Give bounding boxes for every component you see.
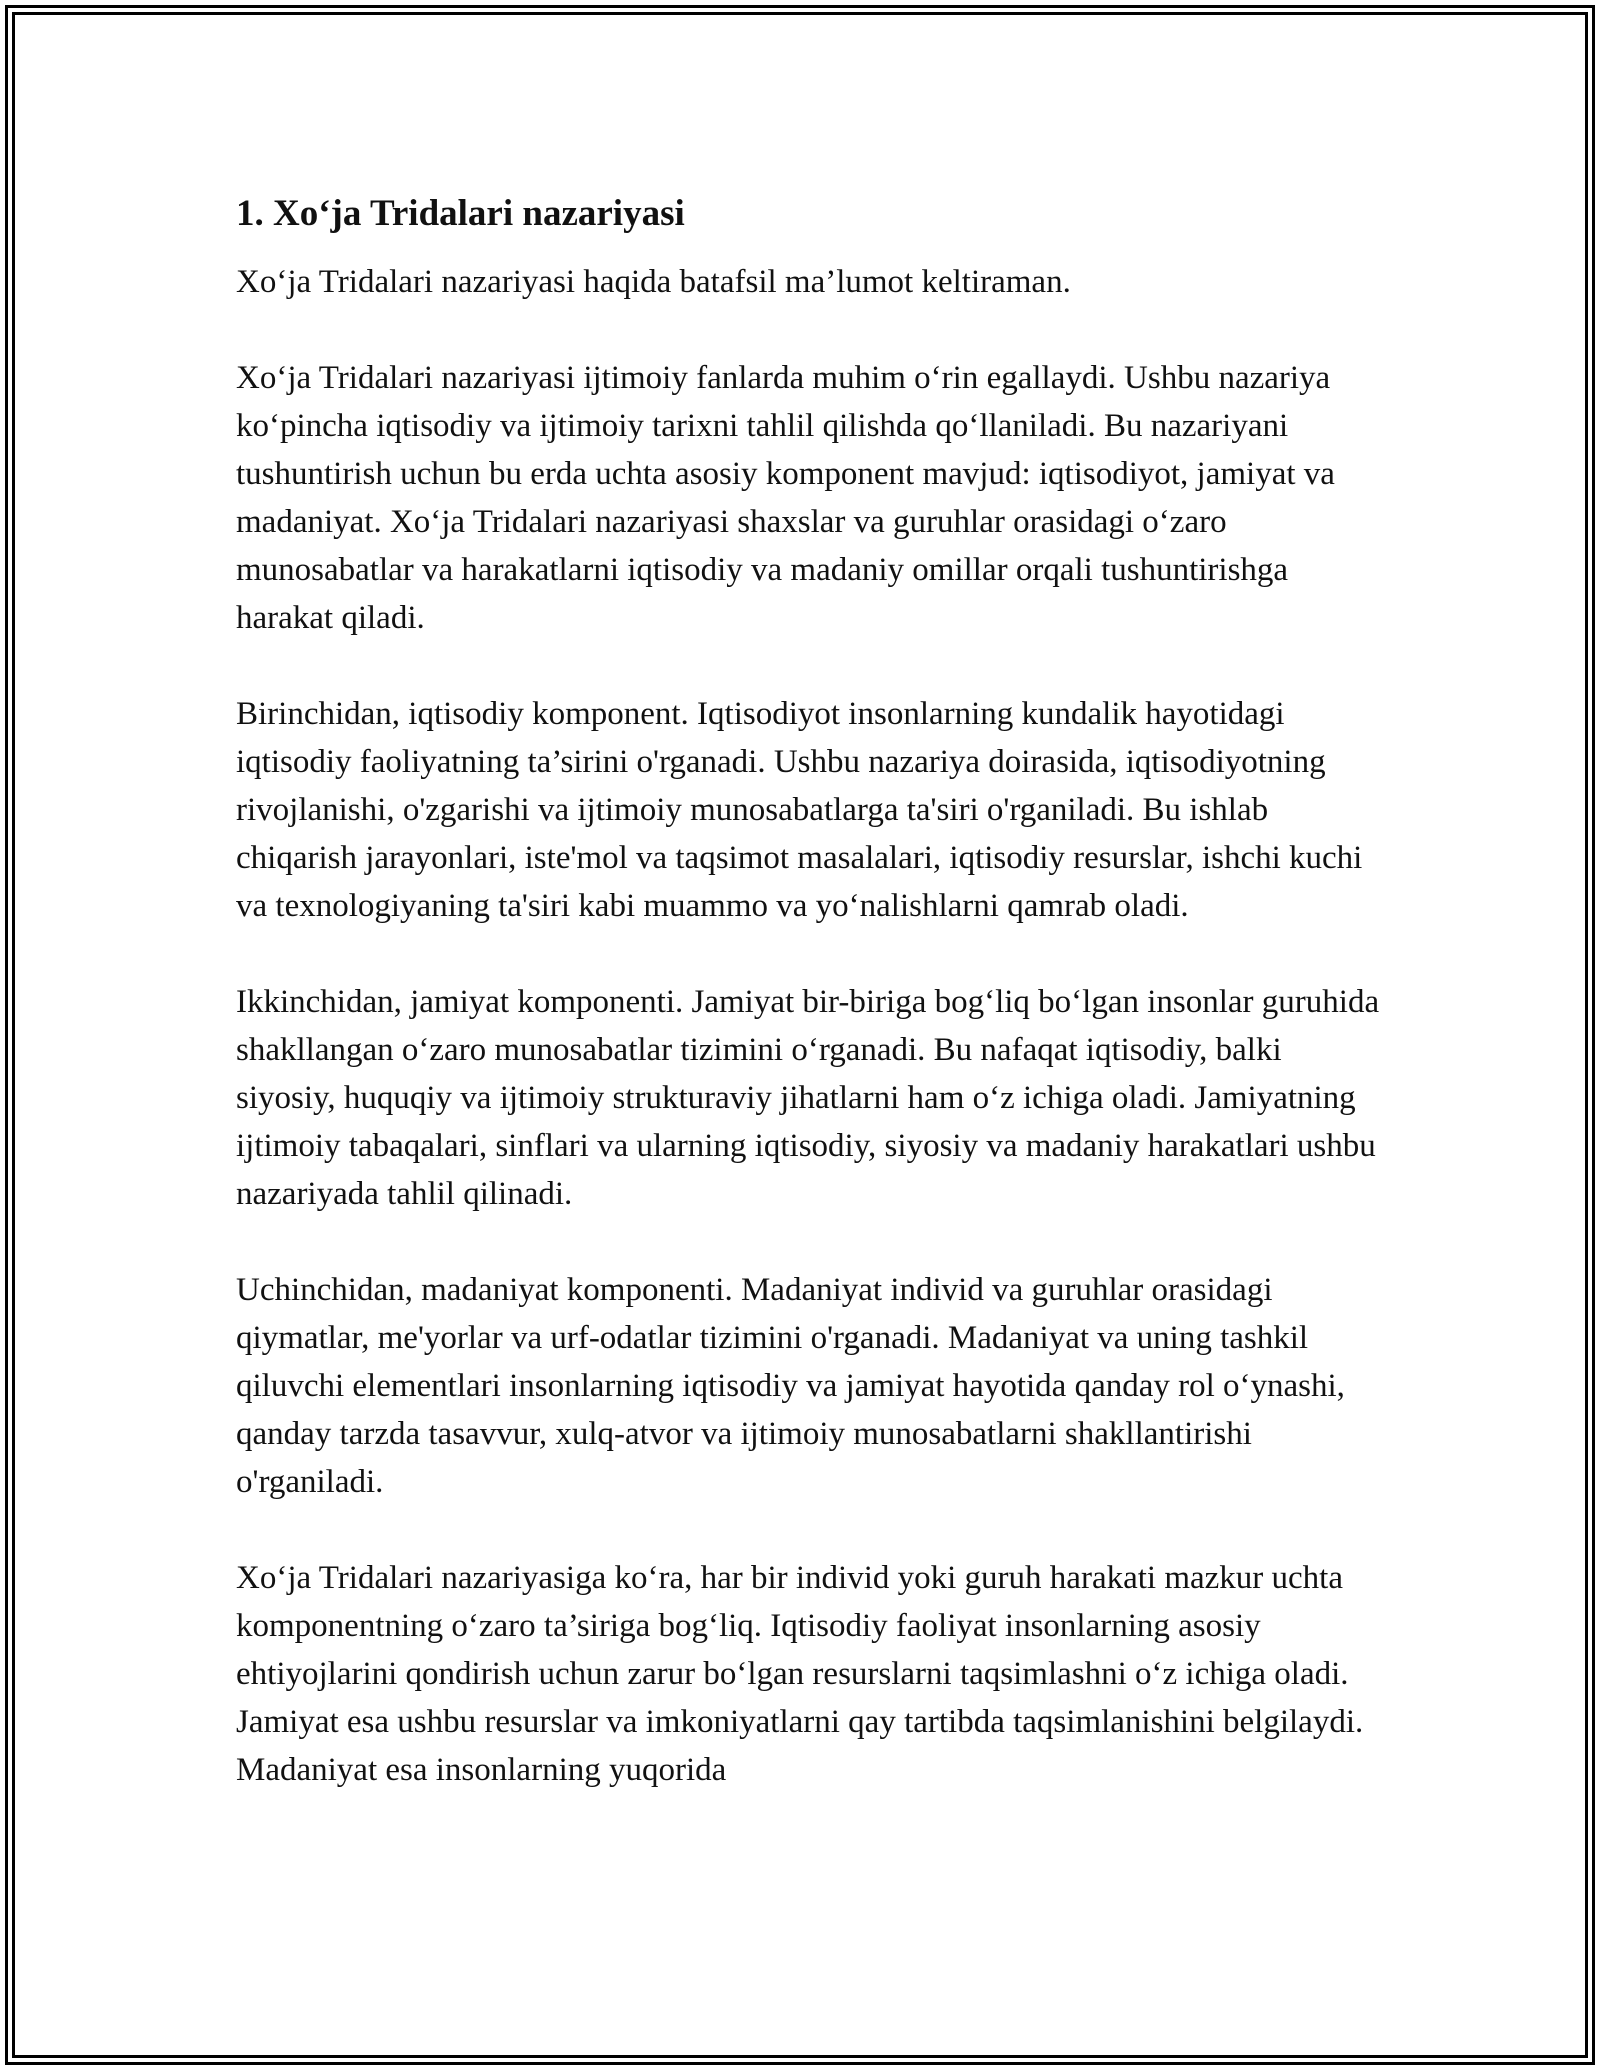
- document-body: [236, 188, 1386, 1842]
- society-component-paragraph: Ikkinchidan, jamiyat komponenti. Jamiyat bir-biriga bog‘liq bo‘lgan insonlar guruhida shakllangan o‘zaro munosabatlar tizimini o‘rganadi. Bu nafaqat iqtisodiy, balki siyosiy, huquqiy va ijtimoiy strukturaviy jihatlarni ham o‘z ichiga oladi. Jamiyatning ijtimoiy tabaqalari, sinflari va ularning iqtisodiy, siyosiy va madaniy harakatlari ushbu nazariyada tahlil qilinadi.: [236, 984, 1380, 1212]
- conclusion-paragraph: Xo‘ja Tridalari nazariyasiga ko‘ra, har bir individ yoki guruh harakati mazkur uchta komponentning o‘zaro ta’siriga bog‘liq. Iqtisodiy faoliyat insonlarning asosiy ehtiyojlarini qondirish uchun zarur bo‘lgan resurslarni taqsimlashni o‘z ichiga oladi. Jamiyat esa ushbu resurslar va imkoniyatlarni qay tartibda taqsimlanishini belgilaydi. Madaniyat esa insonlarning yuqorida: [236, 1560, 1364, 1788]
- culture-component-paragraph: Uchinchidan, madaniyat komponenti. Madaniyat individ va guruhlar orasidagi qiymatlar, me'yorlar va urf-odatlar tizimini o'rganadi. Madaniyat va uning tashkil qiluvchi elementlari insonlarning iqtisodiy va jamiyat hayotida qanday rol o‘ynashi, qanday tarzda tasavvur, xulq-atvor va ijtimoiy munosabatlarni shakllantirishi o'rganiladi.: [236, 1272, 1345, 1500]
- economic-component-paragraph: Birinchidan, iqtisodiy komponent. Iqtisodiyot insonlarning kundalik hayotidagi iqtisodiy faoliyatning ta’sirini o'rganadi. Ushbu nazariya doirasida, iqtisodiyotning rivojlanishi, o'zgarishi va ijtimoiy munosabatlarga ta'siri o'rganiladi. Bu ishlab chiqarish jarayonlari, iste'mol va taqsimot masalalari, iqtisodiy resurslar, ishchi kuchi va texnologiyaning ta'siri kabi muammo va yo‘nalishlarni qamrab oladi.: [236, 696, 1363, 924]
- section-heading: 1. Xo‘ja Tridalari nazariyasi: [236, 193, 685, 234]
- intro-paragraph: Xo‘ja Tridalari nazariyasi haqida batafsil ma’lumot keltiraman.: [236, 264, 1071, 300]
- overview-paragraph: Xo‘ja Tridalari nazariyasi ijtimoiy fanlarda muhim o‘rin egallaydi. Ushbu nazariya ko‘pincha iqtisodiy va ijtimoiy tarixni tahlil qilishda qo‘llaniladi. Bu nazariyani tushuntirish uchun bu erda uchta asosiy komponent mavjud: iqtisodiyot, jamiyat va madaniyat. Xo‘ja Tridalari nazariyasi shaxslar va guruhlar orasidagi o‘zaro munosabatlar va harakatlarni iqtisodiy va madaniy omillar orqali tushuntirishga harakat qiladi.: [236, 360, 1335, 636]
